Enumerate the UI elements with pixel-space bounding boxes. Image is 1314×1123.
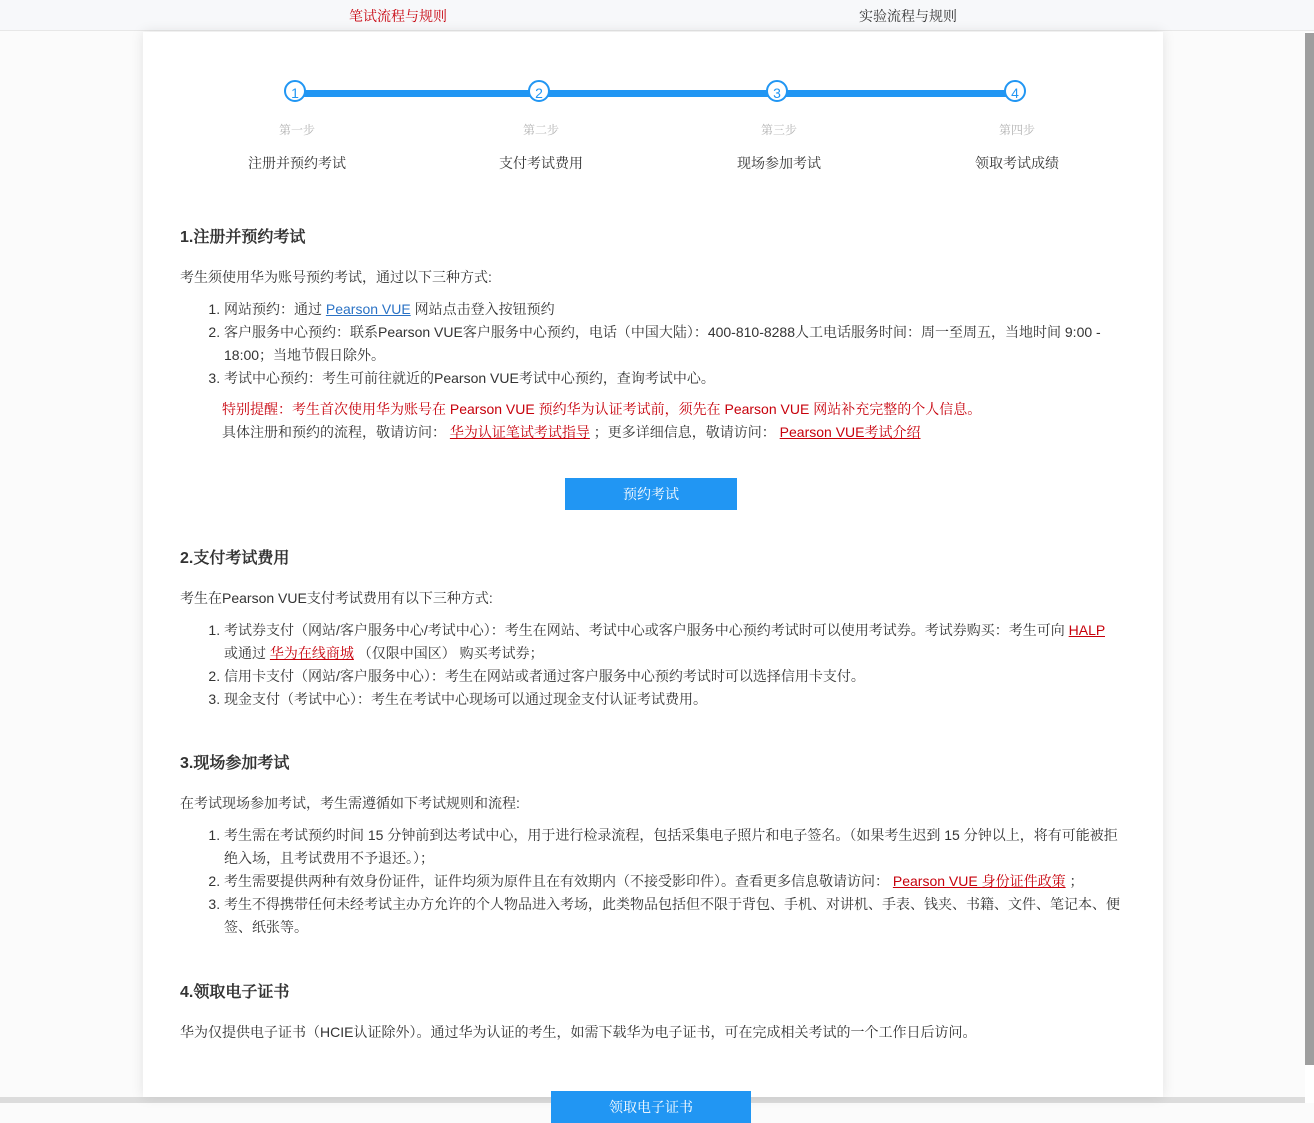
pearson-vue-intro-link[interactable]: Pearson VUE考试介绍 (779, 424, 921, 440)
text-segment: 网站预约：通过 (224, 301, 326, 317)
section-4-intro: 华为仅提供电子证书（HCIE认证除外）。通过华为认证的考生，如需下载华为电子证书，可在完成相关考试的一个工作日后访问。 (180, 1024, 977, 1040)
text-segment: 特别提醒：考生首次使用华为账号在 Pearson VUE 预约华为认证考试前，须先在 Pearson VUE 网站补充完整的个人信息。 (222, 401, 982, 417)
step-sub-label-1: 第一步 (278, 123, 315, 137)
text-segment: 考试券支付（网站/客户服务中心/考试中心）：考生在网站、考试中心或客户服务中心预约考试时可以使用考试券。考试券购买：考生可向 (224, 622, 1069, 638)
section-2-heading: 2.支付考试费用 (180, 550, 290, 567)
tab-lab-exam-process[interactable]: 实验流程与规则 (859, 7, 957, 24)
halp-link[interactable]: HALP (1068, 622, 1105, 638)
get-cert-button-row (180, 1091, 1122, 1123)
step-sub-label-4: 第四步 (998, 123, 1035, 137)
book-exam-button-row (180, 478, 1122, 510)
section-3-heading: 3.现场参加考试 (180, 755, 290, 772)
text-segment: ；更多详细信息，敬请访问： (589, 424, 780, 440)
text-segment: 或通过 (224, 645, 270, 661)
tabs-container (143, 0, 1163, 31)
section-3-list (180, 824, 1122, 939)
list-item: 3. 考试中心预约：考生可前往就近的Pearson VUE考试中心预约，查询考试中心。 (224, 367, 1122, 390)
pearson-vue-link[interactable]: Pearson VUE (325, 301, 411, 317)
list-item: 2. 客户服务中心预约：联系Pearson VUE客户服务中心预约，电话（中国大陆）：400-810-8288人工电话服务时间：周一至周五，当地时间 9:00 - 18:00；当地节假日除外。 (224, 321, 1122, 367)
section-2-list (180, 619, 1122, 711)
step-title-1: 注册并预约考试 (248, 155, 346, 171)
special-reminder-text (222, 398, 1122, 421)
step-sub-label-3: 第三步 (760, 123, 797, 137)
list-item: 2. 信用卡支付（网站/客户服务中心）：考生在网站或者通过客户服务中心预约考试时可以选择信用卡支付。 (224, 665, 1122, 688)
section-4-heading: 4.领取电子证书 (180, 984, 290, 1001)
section-2-intro: 考生在Pearson VUE支付考试费用有以下三种方式: (180, 590, 493, 606)
list-item (224, 619, 1122, 665)
step-title-4: 领取考试成绩 (975, 155, 1059, 171)
step-title-3: 现场参加考试 (737, 155, 821, 171)
text-segment: 具体注册和预约的流程，敬请访问： (222, 424, 450, 440)
tab-written-exam-process[interactable]: 笔试流程与规则 (349, 7, 447, 24)
id-policy-link[interactable]: Pearson VUE 身份证件政策 (892, 873, 1066, 889)
text-segment: （仅限中国区） 购买考试券； (353, 645, 544, 661)
section-1-heading: 1.注册并预约考试 (180, 229, 306, 246)
text-segment: 网站点击登入按钮预约 (410, 301, 555, 317)
list-item: 3. 考生不得携带任何未经考试主办方允许的个人物品进入考场，此类物品包括但不限于背包、手机、对讲机、手表、钱夹、书籍、文件、笔记本、便签、纸张等。 (224, 893, 1122, 939)
list-item: 1. 考生需在考试预约时间 15 分钟前到达考试中心，用于进行检录流程，包括采集电子照片和电子签名。（如果考生迟到 15 分钟以上，将有可能被拒绝入场，且考试费用不予退还。）； (224, 824, 1122, 870)
section-3-intro: 在考试现场参加考试，考生需遵循如下考试规则和流程: (180, 795, 520, 811)
page-content (143, 227, 1163, 1123)
registration-guide-text (222, 421, 1122, 444)
list-item: 3. 现金支付（考试中心）：考生在考试中心现场可以通过现金支付认证考试费用。 (224, 688, 1122, 711)
step-sub-label-2: 第二步 (522, 123, 559, 137)
step-circle-4: 4 (1004, 80, 1026, 102)
stepper-connector-line (297, 90, 1017, 97)
list-item (224, 870, 1122, 893)
scrollbar-thumb[interactable] (1305, 33, 1314, 1065)
top-tab-bar (0, 0, 1314, 31)
get-ecert-button[interactable]: 领取电子证书 (551, 1091, 751, 1123)
step-circle-2: 2 (528, 80, 550, 102)
step-title-2: 支付考试费用 (499, 155, 583, 171)
book-exam-button[interactable]: 预约考试 (565, 478, 737, 510)
huawei-mall-link[interactable]: 华为在线商城 (269, 645, 354, 661)
section-1-intro: 考生须使用华为账号预约考试，通过以下三种方式: (180, 269, 492, 285)
vertical-scrollbar[interactable] (1305, 32, 1314, 1103)
text-segment: ； (1065, 873, 1084, 889)
main-panel (143, 32, 1163, 1115)
step-circle-1: 1 (284, 80, 306, 102)
list-item (224, 298, 1122, 321)
step-circle-3: 3 (766, 80, 788, 102)
text-segment: 考生需要提供两种有效身份证件，证件均须为原件且在有效期内（不接受影印件）。查看更多信息敬请访问： (224, 873, 893, 889)
exam-process-stepper (143, 32, 1163, 182)
section-1-list (180, 298, 1122, 390)
written-exam-guide-link[interactable]: 华为认证笔试考试指导 (449, 424, 590, 440)
